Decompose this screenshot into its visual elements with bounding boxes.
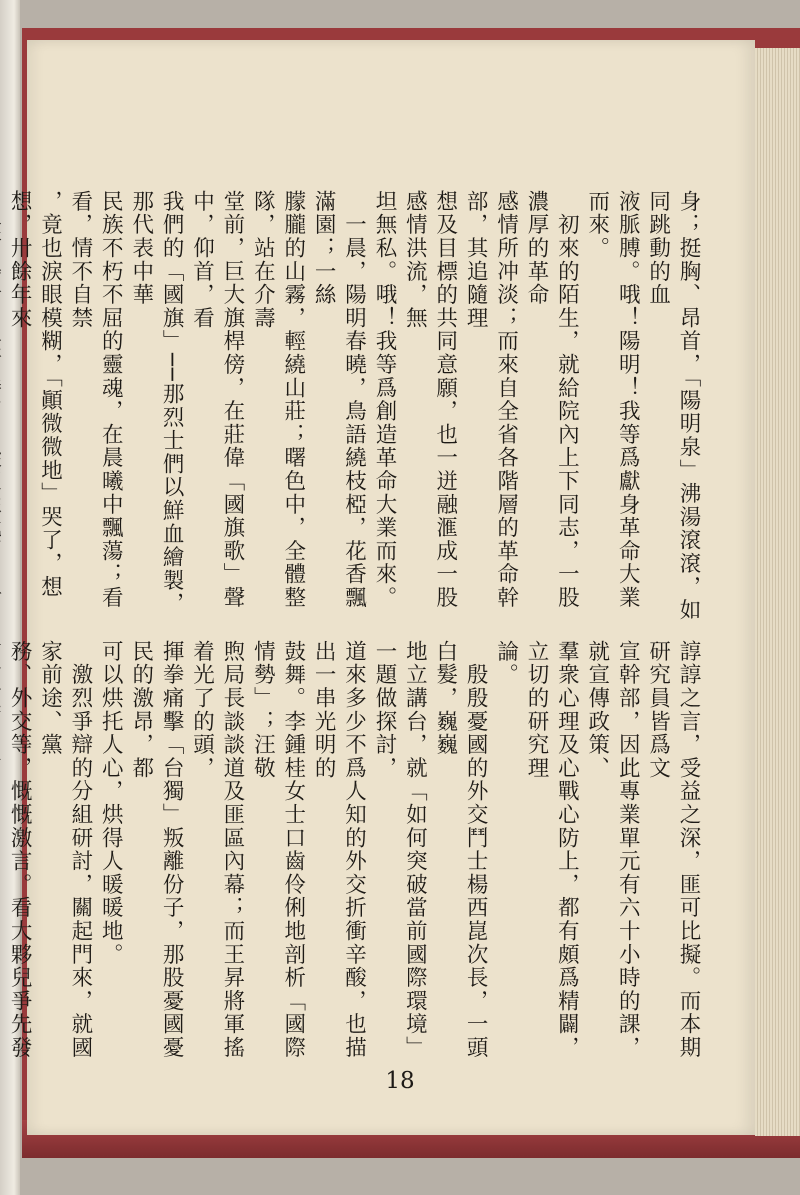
lower-column-13: 務、外交等，慨慨激言。看大夥兒爭先發 xyxy=(7,640,33,1060)
upper-column-6: 坦無私。哦！我等爲創造革命大業而來。 xyxy=(371,190,397,610)
lower-column-12: 激烈爭辯的分組研討，關起門來，就國家前途、黨 xyxy=(37,640,93,1060)
upper-column-11: 民族不朽不屈的靈魂，在晨曦中飄蕩；看看，情不自禁 xyxy=(67,190,124,610)
lower-text-block xyxy=(7,640,703,1060)
page-stack-edge xyxy=(755,48,800,1136)
upper-text-block xyxy=(7,190,703,630)
upper-column-12: ，竟也淚眼模糊，「顚微微地」哭了，想想，卅餘年來 xyxy=(7,190,63,599)
lower-column-7: 道來多少不爲人知的外交折衝辛酸，也描出一串光明的 xyxy=(311,640,367,1060)
lower-column-8: 鼓舞。李鍾桂女士口齒伶俐地剖析「國際情勢」；汪敬 xyxy=(250,640,306,1060)
lower-column-11: 可以烘托人心，烘得人暖暖地。 xyxy=(98,640,124,967)
lower-column-9: 煦局長談談道及匪區內幕；而王昇將軍搖着光了的頭， xyxy=(189,640,245,1060)
lower-column-2: 宣幹部，因此專業單元有六十小時的課，就宣傳政策、 xyxy=(584,640,641,1060)
upper-column-4: 感情所冲淡；而來自全省各階層的革命幹部，其追隨理 xyxy=(463,190,519,610)
page-number: 18 xyxy=(385,1068,415,1094)
upper-column-8: 朦朧的山霧，輕繞山莊；曙色中，全體整隊，站在介壽 xyxy=(250,190,306,610)
upper-column-2: 液脈膊。哦！陽明！我等爲獻身革命大業而來。 xyxy=(584,190,641,610)
upper-column-10: 我們的「國旗」──那烈士們以鮮血繪製，那代表中華 xyxy=(128,190,185,616)
lower-column-6: 地立講台，就「如何突破當前國際環境」一題做探討， xyxy=(371,640,428,1060)
upper-column-9: 堂前，巨大旗桿傍，在莊偉「國旗歌」聲中，仰首，看 xyxy=(189,190,245,610)
lower-column-3: 羣衆心理及心戰心防上，都有頗爲精闢，立切的研究理 xyxy=(523,640,580,1060)
upper-column-1: 身；挺胸、昂首，「陽明泉」沸湯滾滾，如同跳動的血 xyxy=(645,190,701,622)
lower-column-1: 諄諄之言，受益之深，匪可比擬。而本期研究員皆爲文 xyxy=(645,640,701,1060)
lower-column-10: 揮拳痛擊「台獨」叛離份子，那股憂國憂民的激昂，都 xyxy=(128,640,185,1060)
lower-column-5: 殷殷憂國的外交鬥士楊西崑次長，一頭白髮，巍巍 xyxy=(432,640,489,1060)
upper-column-7: 一晨，陽明春曉，鳥語繞枝椏，花香飄滿園；一絲 xyxy=(311,190,367,610)
upper-column-3: 初來的陌生，就給院內上下同志，一股濃厚的革命 xyxy=(523,190,580,610)
lower-column-4: 論。 xyxy=(493,640,519,687)
upper-column-13 xyxy=(0,190,4,630)
upper-column-5: 想及目標的共同意願，也一迸融滙成一股感情洪流，無 xyxy=(402,190,458,610)
